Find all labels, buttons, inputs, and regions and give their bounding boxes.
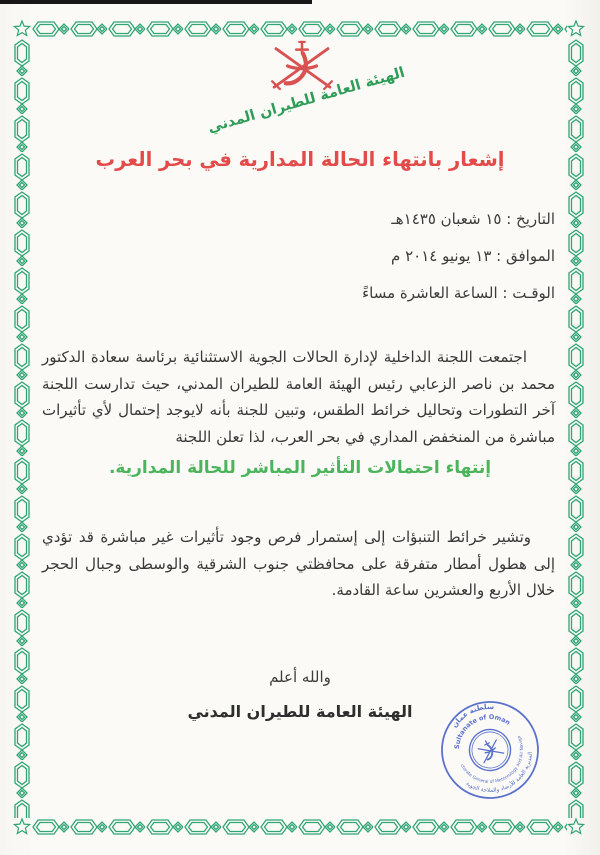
gregorian-date-line: الموافق : ١٣ يونيو ٢٠١٤ م xyxy=(391,247,555,265)
body-paragraph-2: وتشير خرائط التنبؤات إلى إستمرار فرص وجود تأثيرات غير مباشرة قد تؤدي إلى هطول أمطار متفرقة على محافظتي جنوب الشرقية والوسطى وجبال الحجر خلال الأربع والعشرين ساعة القادمة. xyxy=(42,528,555,599)
stamp-english-country: Sultanate of Oman xyxy=(452,712,512,750)
stamp-english-directorate: Directorate General of Meteorology and Air Navigation xyxy=(458,734,526,786)
star-corner-bottom-left xyxy=(568,819,583,833)
border-top-chain xyxy=(31,20,567,38)
hijri-date-line: التاريخ : ١٥ شعبان ١٤٣٥هـ xyxy=(391,210,555,228)
authority-calligraphy: الهيئة العامة للطيران المدني xyxy=(206,64,407,137)
signature-authority-name: الهيئة العامة للطيران المدني xyxy=(187,702,413,721)
highlight-statement: إنتهاء احتمالات التأثير المباشر للحالة المدارية. xyxy=(108,458,492,478)
oman-national-emblem-icon xyxy=(270,40,334,90)
border-bottom-chain xyxy=(31,818,567,836)
stamp-arabic-country: سلطنة عمان xyxy=(449,701,495,730)
stamp-inner-ring xyxy=(463,723,518,778)
star-corner-bottom-right xyxy=(14,819,29,833)
closing-phrase: والله أعلم xyxy=(269,668,331,686)
notice-title: إشعار بانتهاء الحالة المدارية في بحر العرب xyxy=(95,148,505,171)
time-line: الوقـت : الساعة العاشرة مساءً xyxy=(362,284,555,302)
star-corner-top-right xyxy=(14,21,29,35)
stamp-arabic-directorate: المديرية العامة للأرصاد والملاحة الجوية xyxy=(464,751,534,795)
stamp-emblem-icon xyxy=(476,736,504,763)
date-block xyxy=(362,210,555,321)
body-paragraph-1: اجتمعت اللجنة الداخلية لإدارة الحالات الجوية الاستثنائية برئاسة سعادة الدكتور محمد بن ناصر الزعابي رئيس الهيئة العامة للطيران المدني، حيث تدارست اللجنة آخر التطورات وتحاليل خرائط الطقس، وتبين للجنة بأنه لايوجد إحتمال لأي تأثيرات مباشرة من المنخفض المداري في بحر العرب، لذا تعلن اللجنة xyxy=(42,348,555,446)
star-corner-top-left xyxy=(568,21,583,35)
